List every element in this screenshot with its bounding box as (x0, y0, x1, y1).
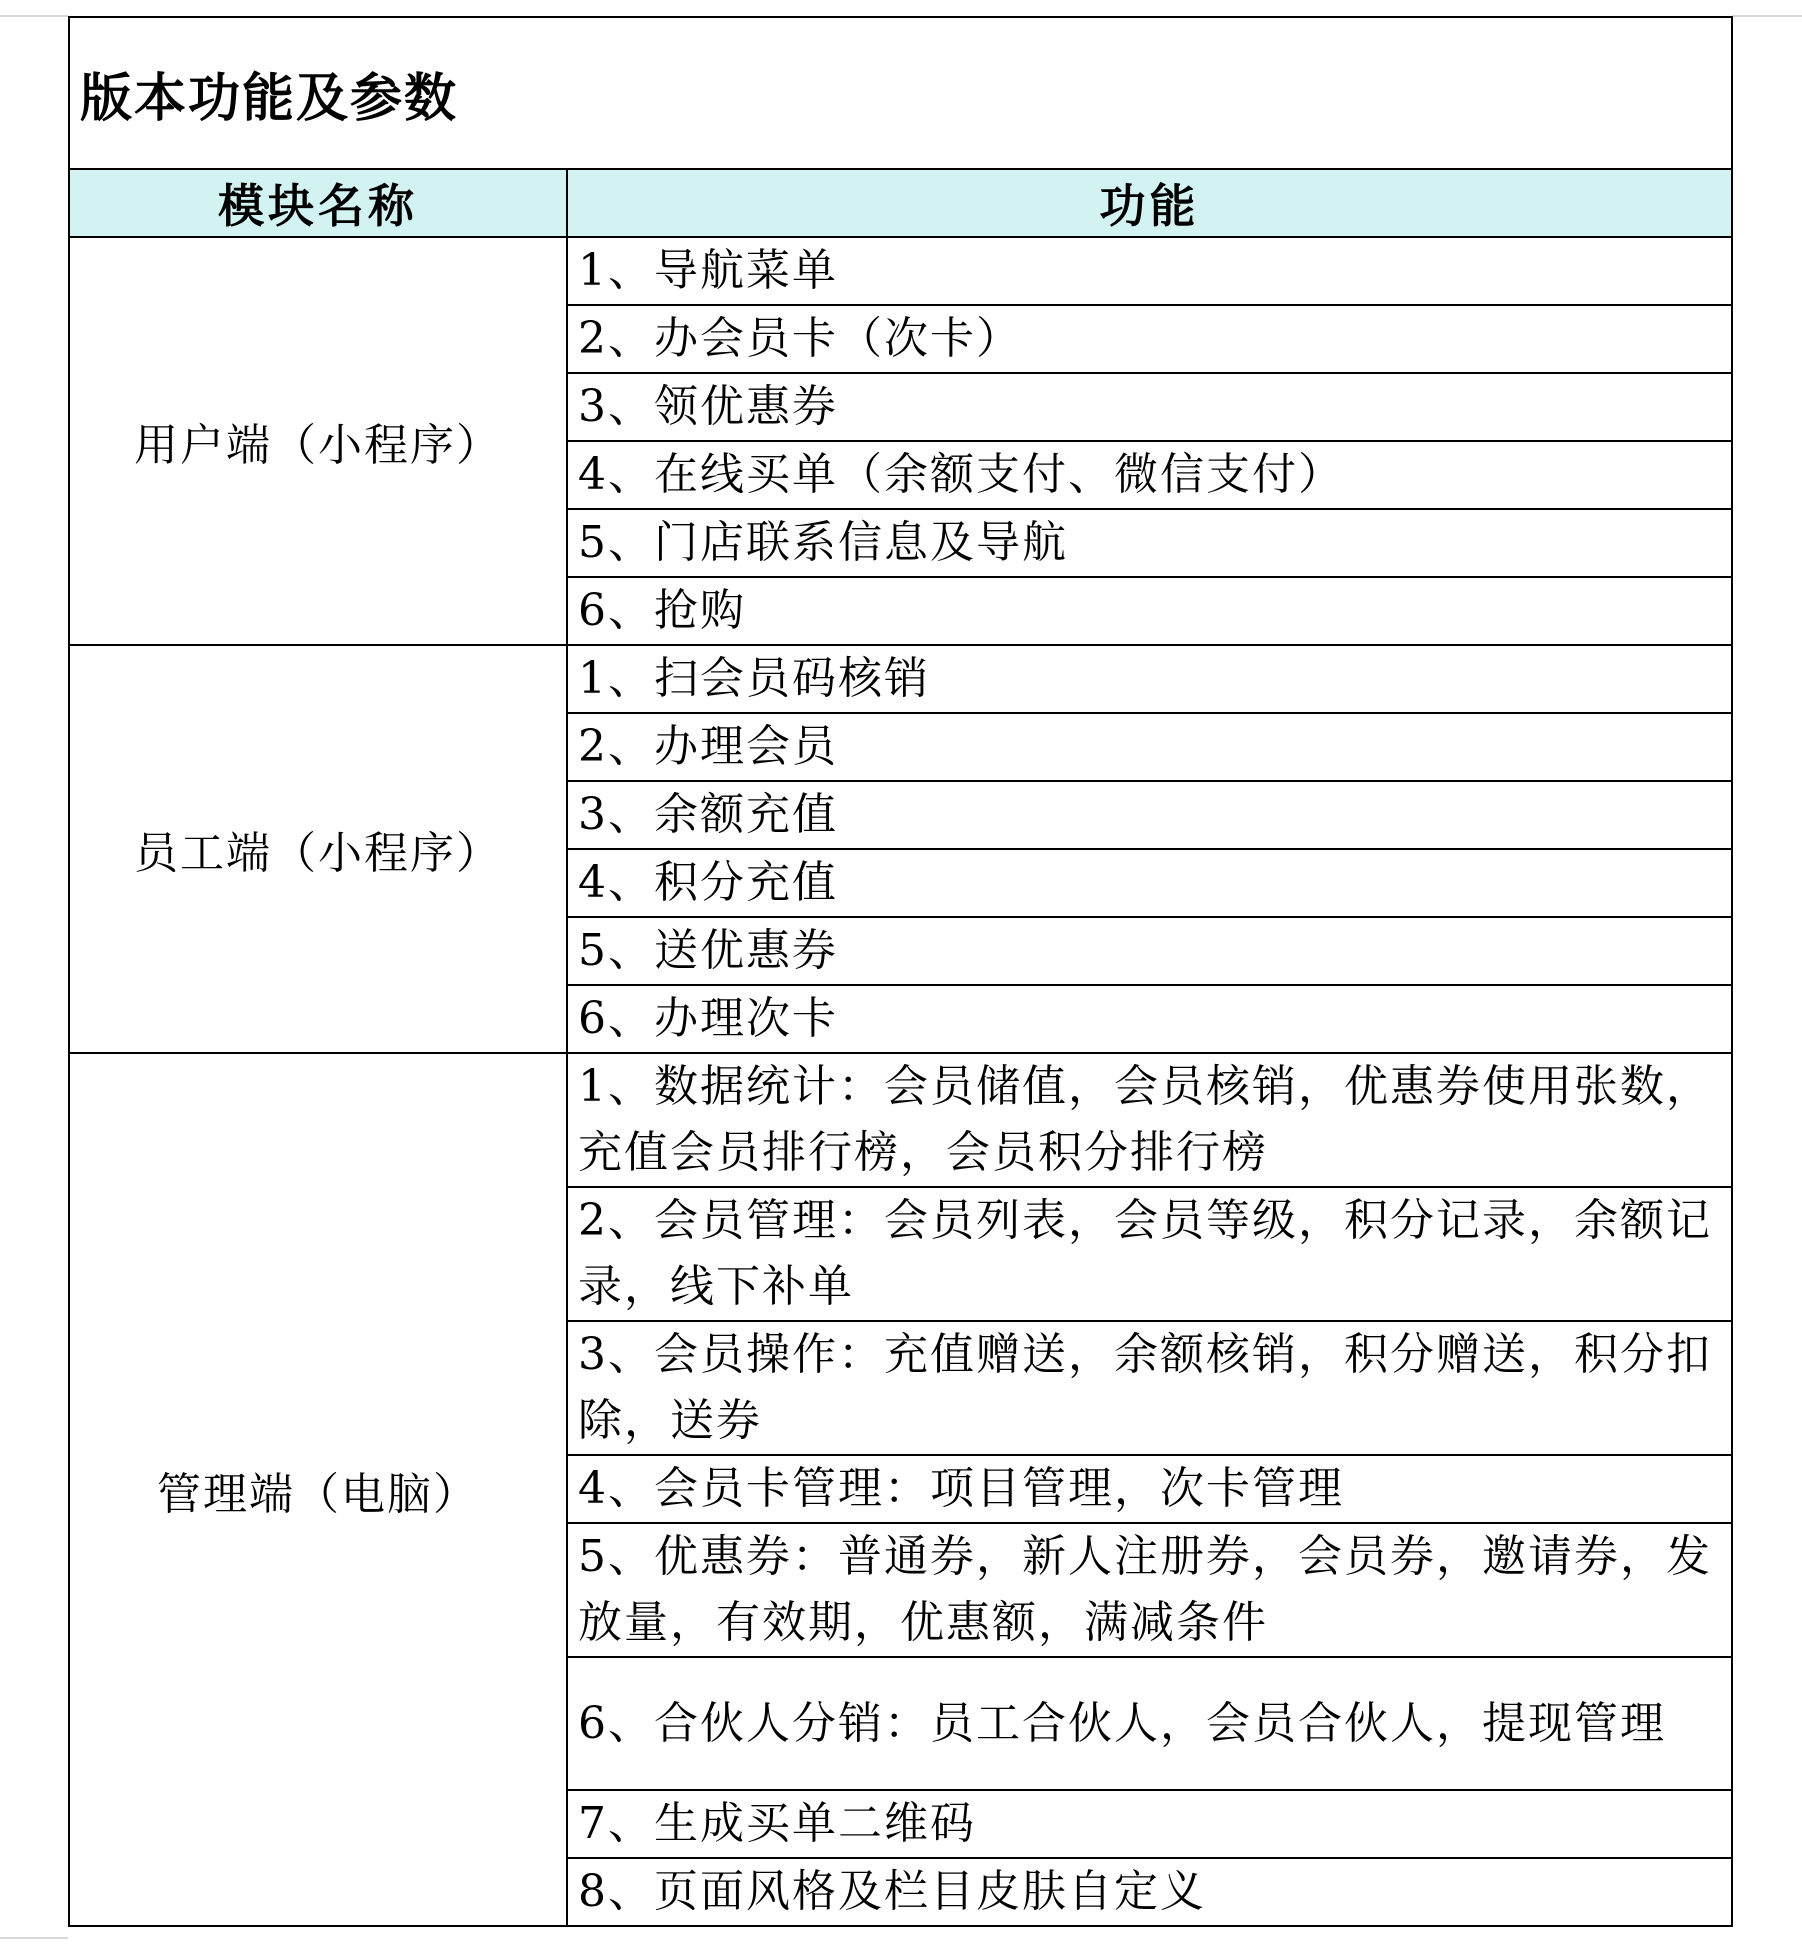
sheet-edge (0, 1937, 68, 1939)
table-row (69, 1053, 1732, 1187)
module-name-staff: 员工端（小程序） (69, 645, 567, 1053)
feature-item: 2、办会员卡（次卡） (567, 305, 1732, 373)
feature-item: 2、会员管理：会员列表，会员等级，积分记录，余额记录，线下补单 (567, 1187, 1732, 1321)
column-header-module: 模块名称 (69, 169, 567, 237)
feature-item: 6、合伙人分销：员工合伙人，会员合伙人，提现管理 (567, 1657, 1732, 1790)
feature-table (68, 16, 1733, 1927)
feature-item: 1、导航菜单 (567, 237, 1732, 305)
feature-item: 3、领优惠券 (567, 373, 1732, 441)
module-name-admin: 管理端（电脑） (69, 1053, 567, 1926)
feature-item: 2、办理会员 (567, 713, 1732, 781)
feature-item: 3、余额充值 (567, 781, 1732, 849)
feature-item: 1、数据统计：会员储值，会员核销，优惠券使用张数，充值会员排行榜，会员积分排行榜 (567, 1053, 1732, 1187)
column-header-feature: 功能 (567, 169, 1732, 237)
feature-item: 7、生成买单二维码 (567, 1790, 1732, 1858)
feature-item: 4、在线买单（余额支付、微信支付） (567, 441, 1732, 509)
feature-item: 6、抢购 (567, 577, 1732, 645)
feature-item: 4、积分充值 (567, 849, 1732, 917)
sheet-edge (0, 15, 68, 17)
feature-item: 5、送优惠券 (567, 917, 1732, 985)
table-row (69, 645, 1732, 713)
feature-item: 4、会员卡管理：项目管理，次卡管理 (567, 1455, 1732, 1523)
page-title: 版本功能及参数 (80, 67, 459, 129)
feature-item: 8、页面风格及栏目皮肤自定义 (567, 1858, 1732, 1926)
sheet-edge (1732, 15, 1802, 17)
feature-item: 5、优惠券：普通券，新人注册券，会员券，邀请券，发放量，有效期，优惠额，满减条件 (567, 1523, 1732, 1657)
feature-item: 1、扫会员码核销 (567, 645, 1732, 713)
feature-item: 6、办理次卡 (567, 985, 1732, 1053)
module-name-user: 用户端（小程序） (69, 237, 567, 645)
feature-item: 3、会员操作：充值赠送，余额核销，积分赠送，积分扣除，送券 (567, 1321, 1732, 1455)
title-cell (69, 17, 1732, 169)
feature-item: 5、门店联系信息及导航 (567, 509, 1732, 577)
table-row (69, 237, 1732, 305)
